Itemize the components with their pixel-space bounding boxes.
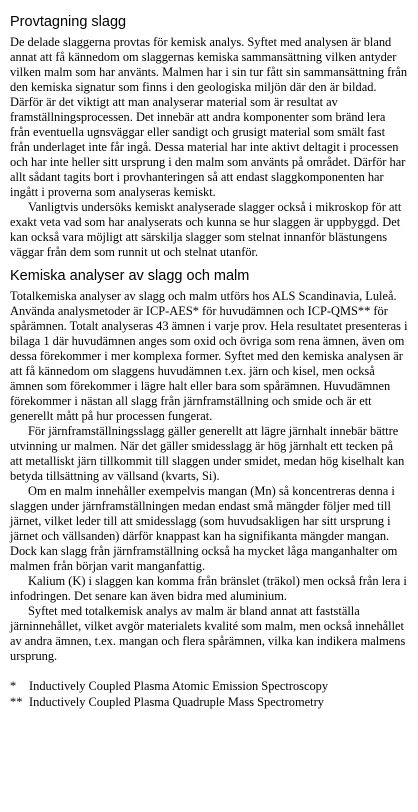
paragraph: För järnframställningsslagg gäller generellt att lägre järnhalt innebär bättre utvinning ur malmen. När det gäller smidesslagg är hög järnhalt ett tecken på att metalliskt järn tillkommit till slaggen under smidet, medan hög kiselhalt kan betyda tillsättning av vällsand (kvarts, Si). bbox=[10, 424, 405, 483]
paragraph: Vanligtvis undersöks kemiskt analyserade slagger också i mikroskop för att exakt veta vad som har analyserats och kunna se hur slaggen är uppbyggd. Det kan också vara möjligt att särskilja slagger som stelnat innanför blästungens väggar från dem som runnit ut och stelnat utanför. bbox=[10, 200, 402, 259]
paragraph: Kalium (K) i slaggen kan komma från bränslet (träkol) men också från lera i infodringen. Det senare kan även bidra med aluminium. bbox=[10, 574, 407, 603]
paragraph: Om en malm innehåller exempelvis mangan (Mn) så koncentreras denna i slaggen under järnframställningen medan endast små mängder följer med till järnet, vilket leder till att smidesslagg (som huvudsakligen har sitt ursprung i järnet och vällsanden) därför knappast kan ha signifikanta mängder mangan. Dock kan slagg från järnframställning också ha mycket låga manganhalter om malmen från början varit manganfattig. bbox=[10, 484, 398, 573]
paragraph: De delade slaggerna provtas för kemisk analys. Syftet med analysen är bland annat att få kännedom om slaggernas kemiska sammansättning vilken antyder vilken malm som har använts. Malmen har i sin tur fått sin sammansättning från den kemiska signatur som finns i den geologiska miljön där den är bildad. Därför är det viktigt att man analyserar material som är resultat av framställningsprocessen. Det innebär att andra komponenter som bränd lera från eventuella ugnsväggar eller sandigt och grusigt material som smält fast från underlaget inte får ingå. Dessa material har inte aktivt deltagit i processen och har inte heller sitt ursprung i den malm som använts på området. Därför har allt sådant tagits bort i provhanteringen så att endast slaggkomponenten har ingått i proverna som analyseras kemiskt. bbox=[10, 35, 408, 199]
section-heading-kemiska-analyser: Kemiska analyser av slagg och malm bbox=[10, 268, 250, 284]
footnote-text: Inductively Coupled Plasma Atomic Emission Spectroscopy bbox=[29, 679, 329, 693]
footnote-mark: * bbox=[10, 679, 17, 693]
section-heading-provtagning: Provtagning slagg bbox=[10, 14, 127, 30]
paragraph: Totalkemiska analyser av slagg och malm utförs hos ALS Scandinavia, Luleå. Använda analysmetoder är ICP-AES* för huvudämnen och ICP-QMS** för spårämnen. Totalt analyseras 43 ämnen i varje prov. Hela resultatet presenteras i bilaga 1 där huvudämnen anges som oxid och övriga som rena ämnen, även om dessa förekommer i mer komplexa former. Syftet med den kemiska analysen är att få kännedom om slaggens huvudämnen t.ex. järn och kisel, men också ämnen som förekommer i lägre halt eller bara som spårämnen. Huvudämnen förekommer i nästan all slagg från järnframställning och smide och är ett generellt mått på hur processen fungerat. bbox=[10, 289, 408, 423]
footnote-text: Inductively Coupled Plasma Quadruple Mass Spectrometry bbox=[29, 695, 324, 709]
paragraph: Syftet med totalkemisk analys av malm är bland annat att fastställa järninnehållet, vilket avgör materialets kvalité som malm, men också innehållet av andra ämnen, t.ex. mangan och flera spårämnen, vilka kan indikera malmens ursprung. bbox=[10, 604, 406, 663]
footnote bbox=[10, 694, 408, 710]
footnote-mark: ** bbox=[10, 695, 23, 709]
footnote bbox=[10, 678, 408, 694]
footnotes bbox=[10, 678, 408, 710]
